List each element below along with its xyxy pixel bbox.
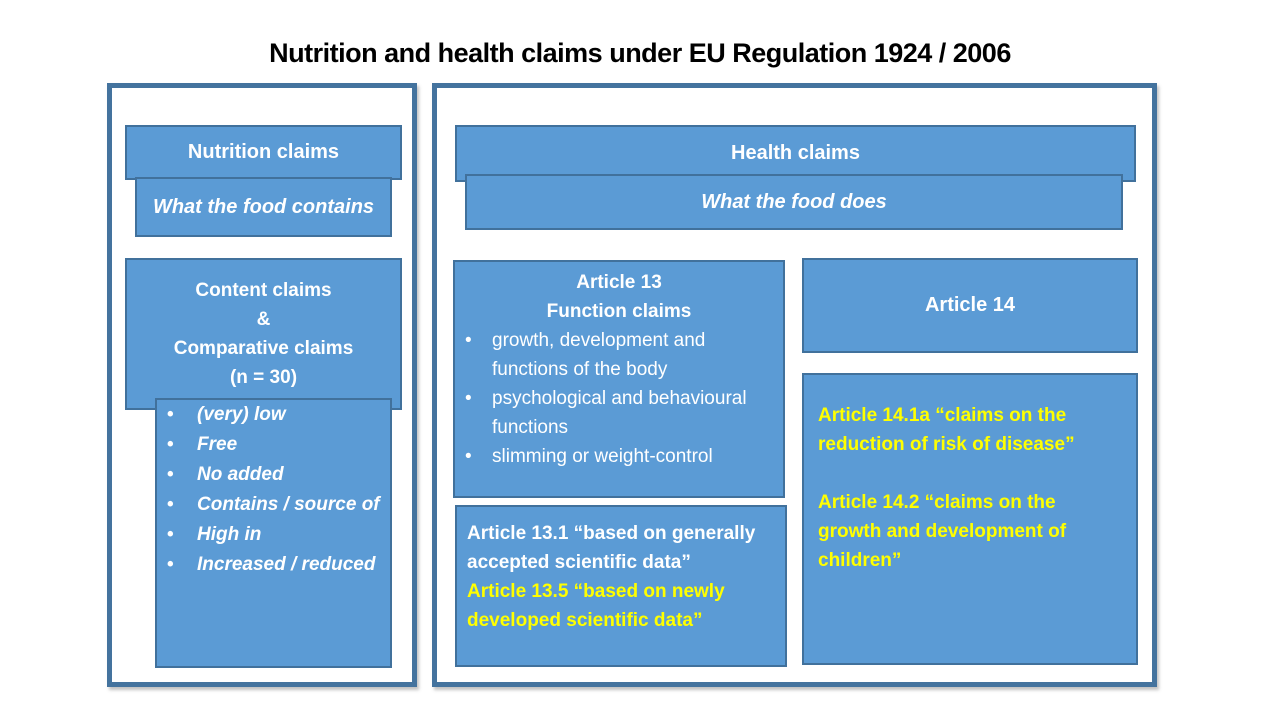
content-claims-line: (n = 30) [229,367,298,388]
article-13-title-line: Article 13 [576,272,662,293]
article-13-1-text: Article 13.1 “based on generally accepted scientific data” [467,523,756,573]
nutrition-bullet-item: • Contains / source of [157,490,390,520]
article-14-item: Article 14.1a “claims on the reduction of risk of disease” [818,405,1075,455]
article-13-box [453,260,785,498]
nutrition-bullet-item: • High in [157,520,390,550]
nutrition-bullet-item: • No added [157,460,390,490]
article-13-sub-box [455,505,787,667]
health-panel [432,83,1157,687]
nutrition-bullet-item: • Free [157,430,390,460]
article-14-box: Article 14 [802,258,1138,353]
nutrition-claims-header: Nutrition claims [125,125,402,180]
health-claims-header: Health claims [455,125,1136,182]
article-14-sub-box [802,373,1138,665]
what-food-contains-box: What the food contains [135,177,392,237]
article-13-5-text: Article 13.5 “based on newly developed scientific data” [467,581,725,631]
article-13-bullet-item: • slimming or weight-control [455,442,783,471]
article-13-bullet-item: • psychological and behavioural functions [455,384,783,442]
article-13-bullet-item: • growth, development and functions of the body [455,326,783,384]
article-13-title [455,262,783,326]
nutrition-bullet-list [157,400,390,580]
nutrition-bullet-item: • Increased / reduced [157,550,390,580]
nutrition-panel [107,83,417,687]
article-13-title-line: Function claims [546,301,692,322]
nutrition-bullet-item: • (very) low [157,400,390,430]
content-claims-line: & [256,309,271,330]
slide-title: Nutrition and health claims under EU Regulation 1924 / 2006 [269,38,1011,68]
article-14-item: Article 14.2 “claims on the growth and development of children” [818,492,1067,571]
content-claims-line: Comparative claims [173,338,354,359]
article-13-bullet-list [455,326,783,471]
content-claims-box [125,258,402,410]
what-food-does-box: What the food does [465,174,1123,230]
nutrition-bullets-box [155,398,392,668]
content-claims-line: Content claims [195,280,332,301]
